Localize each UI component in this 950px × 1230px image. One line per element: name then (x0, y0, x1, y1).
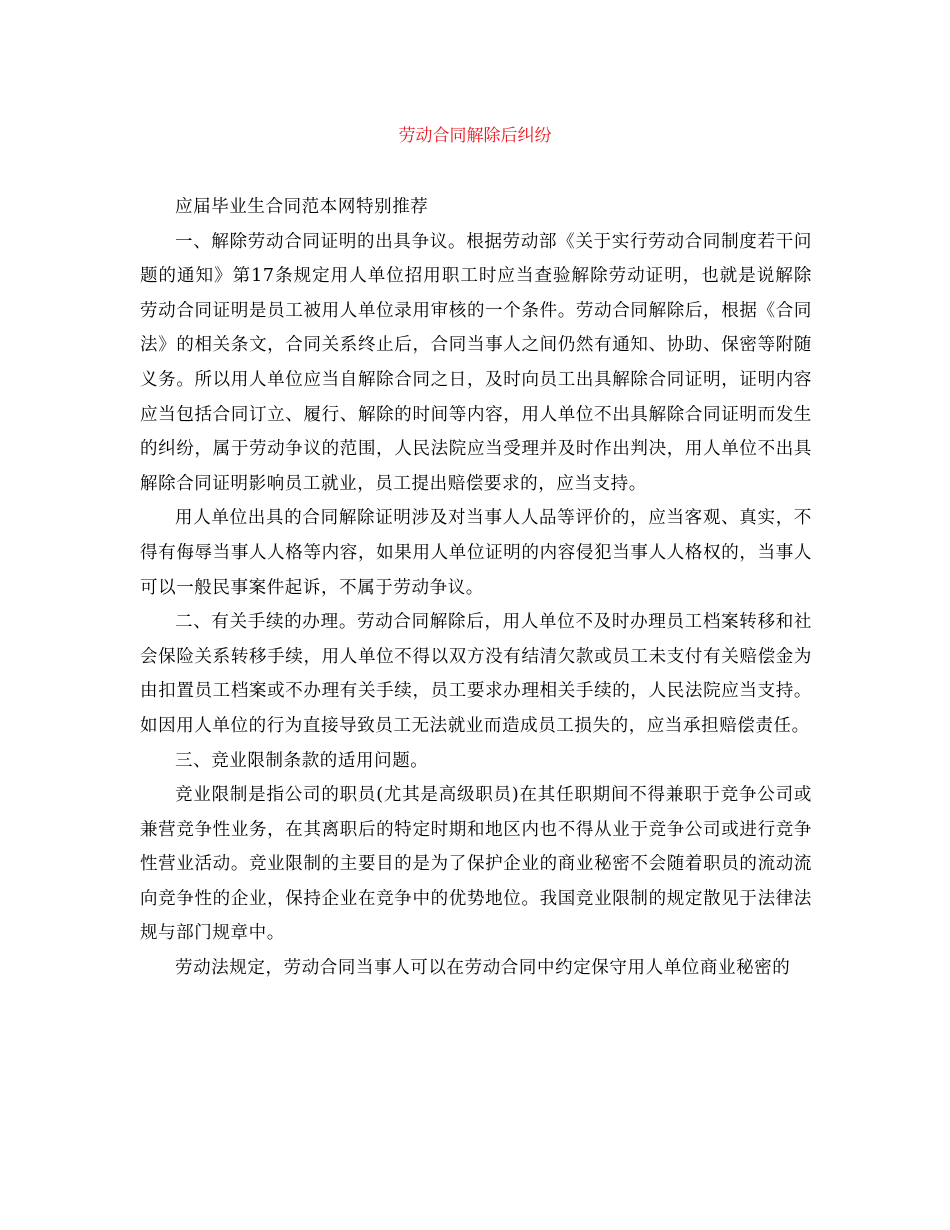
paragraph-recommendation: 应届毕业生合同范本网特别推荐 (175, 197, 429, 217)
document-title: 劳动合同解除后纠纷 (398, 126, 552, 146)
paragraph-section-1-note: 用人单位出具的合同解除证明涉及对当事人人品等评价的，应当客观、真实，不得有侮辱当事人人格等内容，如果用人单位证明的内容侵犯当事人人格权的，当事人可以一般民事案件起诉，不属于劳动争议。 (140, 508, 812, 598)
paragraph-section-3-labor-law: 劳动法规定，劳动合同当事人可以在劳动合同中约定保守用人单位商业秘密的 (175, 958, 791, 979)
paragraph-section-2: 二、有关手续的办理。劳动合同解除后，用人单位不及时办理员工档案转移和社会保险关系转移手续，用人单位不得以双方没有结清欠款或员工未支付有关赔偿金为由扣置员工档案或不办理有关手续，员工要求办理相关手续的，人民法院应当支持。如因用人单位的行为直接导致员工无法就业而造成员工损失的，应当承担赔偿责任。 (140, 612, 812, 736)
document-body (140, 190, 812, 986)
paragraph-section-3-heading: 三、竞业限制条款的适用问题。 (175, 750, 429, 771)
paragraph-section-3-definition: 竞业限制是指公司的职员(尤其是高级职员)在其任职期间不得兼职于竞争公司或兼营竞争性业务，在其离职后的特定时期和地区内也不得从业于竞争公司或进行竞争性营业活动。竞业限制的主要目的是为了保护企业的商业秘密不会随着职员的流动流向竞争性的企业，保持企业在竞争中的优势地位。我国竞业限制的规定散见于法律法规与部门规章中。 (140, 785, 812, 944)
paragraph-section-1: 一、解除劳动合同证明的出具争议。根据劳动部《关于实行劳动合同制度若干问题的通知》第17条规定用人单位招用职工时应当查验解除劳动证明，也就是说解除劳动合同证明是员工被用人单位录用审核的一个条件。劳动合同解除后，根据《合同法》的相关条文，合同关系终止后，合同当事人之间仍然有通知、协助、保密等附随义务。所以用人单位应当自解除合同之日，及时向员工出具解除合同证明，证明内容应当包括合同订立、履行、解除的时间等内容，用人单位不出具解除合同证明而发生的纠纷，属于劳动争议的范围，人民法院应当受理并及时作出判决，用人单位不出具解除合同证明影响员工就业，员工提出赔偿要求的，应当支持。 (140, 231, 812, 494)
